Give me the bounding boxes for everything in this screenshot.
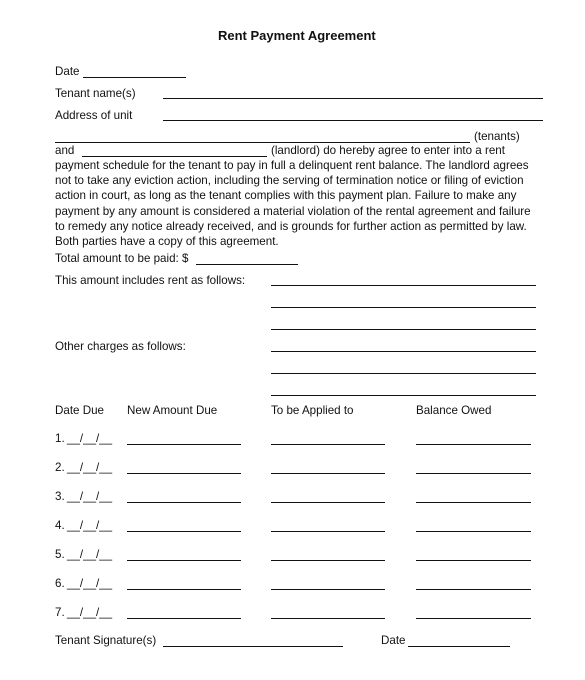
row-number: 6. [55, 577, 65, 590]
tenants-line[interactable] [55, 142, 470, 143]
agreement-body-line: payment schedule for the tenant to pay in full a delinquent rent balance. The landlord agrees [55, 159, 529, 172]
balance-owed-line[interactable] [416, 473, 531, 474]
tenants-suffix: (tenants) [474, 130, 520, 143]
tenant-signature-line[interactable] [163, 646, 343, 647]
agreement-body-line: action in court, as long as the tenant complies with this payment plan. Failure to make any [55, 189, 517, 203]
balance-owed-line[interactable] [416, 589, 531, 590]
balance-owed-line[interactable] [416, 444, 531, 445]
row-date-blank[interactable]: __/__/__ [67, 606, 113, 619]
header-to-be-applied-to: To be Applied to [271, 404, 354, 417]
row-date-blank[interactable]: __/__/__ [67, 490, 113, 503]
balance-owed-line[interactable] [416, 560, 531, 561]
applied-to-line[interactable] [271, 618, 385, 619]
other-charges-line-2[interactable] [271, 373, 536, 374]
agreement-body-line: Both parties have a copy of this agreement. [55, 235, 279, 249]
header-balance-owed: Balance Owed [416, 404, 492, 417]
other-charges-line-1[interactable] [271, 351, 536, 352]
row-number: 4. [55, 519, 65, 532]
row-number: 1. [55, 432, 65, 445]
rent-line-1[interactable] [271, 285, 536, 286]
row-date-blank[interactable]: __/__/__ [67, 461, 113, 474]
other-charges-label: Other charges as follows: [55, 340, 186, 353]
applied-to-line[interactable] [271, 589, 385, 590]
applied-to-line[interactable] [271, 444, 385, 445]
row-date-blank[interactable]: __/__/__ [67, 432, 113, 445]
header-date-due: Date Due [55, 404, 104, 417]
row-date-blank[interactable]: __/__/__ [67, 519, 113, 532]
agreement-body-line: payment by any amount is considered a material violation of the rental agreement and failure [55, 204, 531, 218]
total-amount-label: Total amount to be paid: $ [55, 252, 189, 265]
new-amount-line[interactable] [127, 589, 241, 590]
applied-to-line[interactable] [271, 531, 385, 532]
applied-to-line[interactable] [271, 473, 385, 474]
new-amount-line[interactable] [127, 618, 241, 619]
agreement-body [55, 158, 535, 249]
tenant-names-line[interactable] [163, 98, 543, 99]
new-amount-line[interactable] [127, 502, 241, 503]
balance-owed-line[interactable] [416, 618, 531, 619]
date-label: Date [55, 65, 80, 78]
total-amount-line[interactable] [196, 264, 298, 265]
landlord-line[interactable] [82, 156, 267, 157]
new-amount-line[interactable] [127, 560, 241, 561]
row-number: 5. [55, 548, 65, 561]
row-date-blank[interactable]: __/__/__ [67, 577, 113, 590]
landlord-text: (landlord) do hereby agree to enter into a rent [271, 144, 505, 157]
address-line[interactable] [163, 120, 543, 121]
row-number: 7. [55, 606, 65, 619]
tenant-names-label: Tenant name(s) [55, 87, 136, 100]
rent-breakdown-label: This amount includes rent as follows: [55, 274, 246, 287]
rent-line-3[interactable] [271, 329, 536, 330]
row-number: 2. [55, 461, 65, 474]
applied-to-line[interactable] [271, 560, 385, 561]
applied-to-line[interactable] [271, 502, 385, 503]
and-word: and [55, 144, 75, 157]
new-amount-line[interactable] [127, 531, 241, 532]
rent-line-2[interactable] [271, 307, 536, 308]
agreement-body-line: to remedy any notice already received, and is grounds for further action as permitted by law. [55, 219, 527, 233]
other-charges-line-3[interactable] [271, 395, 536, 396]
row-date-blank[interactable]: __/__/__ [67, 548, 113, 561]
balance-owed-line[interactable] [416, 502, 531, 503]
new-amount-line[interactable] [127, 444, 241, 445]
tenant-signature-label: Tenant Signature(s) [55, 634, 157, 647]
new-amount-line[interactable] [127, 473, 241, 474]
date-line[interactable] [83, 77, 186, 78]
footer-date-label: Date [381, 634, 406, 647]
document-title: Rent Payment Agreement [218, 28, 376, 43]
header-new-amount-due: New Amount Due [127, 404, 218, 417]
row-number: 3. [55, 490, 65, 503]
balance-owed-line[interactable] [416, 531, 531, 532]
agreement-body-line: not to take any eviction action, including the serving of termination notice or filing of eviction [55, 174, 524, 188]
footer-date-line[interactable] [408, 646, 510, 647]
address-label: Address of unit [55, 109, 133, 122]
